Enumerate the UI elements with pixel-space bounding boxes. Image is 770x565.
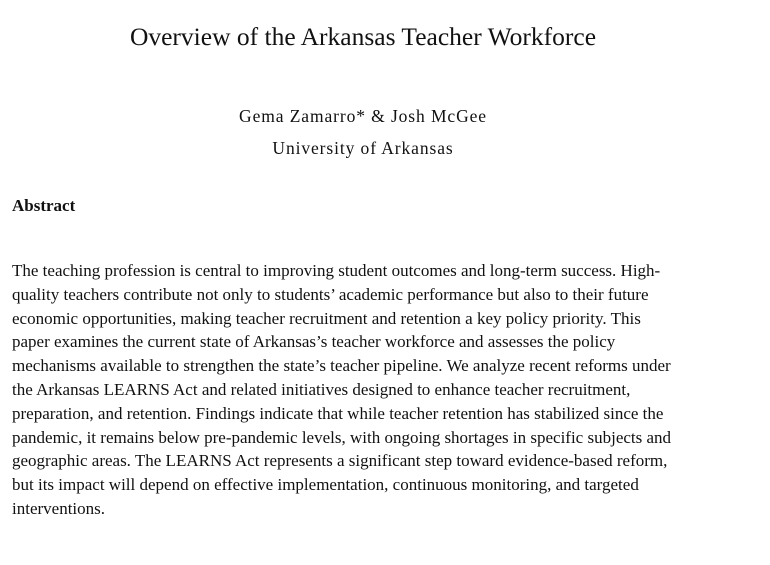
abstract-line: preparation, and retention. Findings indicate that while teacher retention has stabilized since the — [12, 403, 664, 423]
author-affiliation: University of Arkansas — [272, 138, 454, 158]
abstract-heading: Abstract — [12, 196, 76, 215]
paper-title: Overview of the Arkansas Teacher Workforce — [129, 22, 597, 51]
abstract-line: economic opportunities, making teacher recruitment and retention a key policy priority. This — [12, 308, 641, 328]
abstract-line: The teaching profession is central to improving student outcomes and long-term success. High- — [12, 261, 661, 280]
abstract-line: the Arkansas LEARNS Act and related initiatives designed to enhance teacher recruitment, — [12, 379, 631, 399]
abstract-line: mechanisms available to strengthen the state’s teacher pipeline. We analyze recent reforms under — [12, 356, 671, 376]
abstract-line: interventions. — [12, 498, 106, 518]
abstract-line: geographic areas. The LEARNS Act represents a significant step toward evidence-based reform, — [12, 451, 668, 471]
abstract-line: pandemic, it remains below pre-pandemic levels, with ongoing shortages in specific subjects and — [12, 427, 672, 447]
abstract-line: paper examines the current state of Arkansas’s teacher workforce and assesses the policy — [12, 332, 616, 352]
abstract-line: quality teachers contribute not only to students’ academic performance but also to their future — [12, 284, 649, 304]
abstract-line: but its impact will depend on effective implementation, continuous monitoring, and targeted — [12, 475, 639, 495]
author-names: Gema Zamarro* & Josh McGee — [239, 106, 487, 126]
abstract-text — [12, 259, 728, 521]
